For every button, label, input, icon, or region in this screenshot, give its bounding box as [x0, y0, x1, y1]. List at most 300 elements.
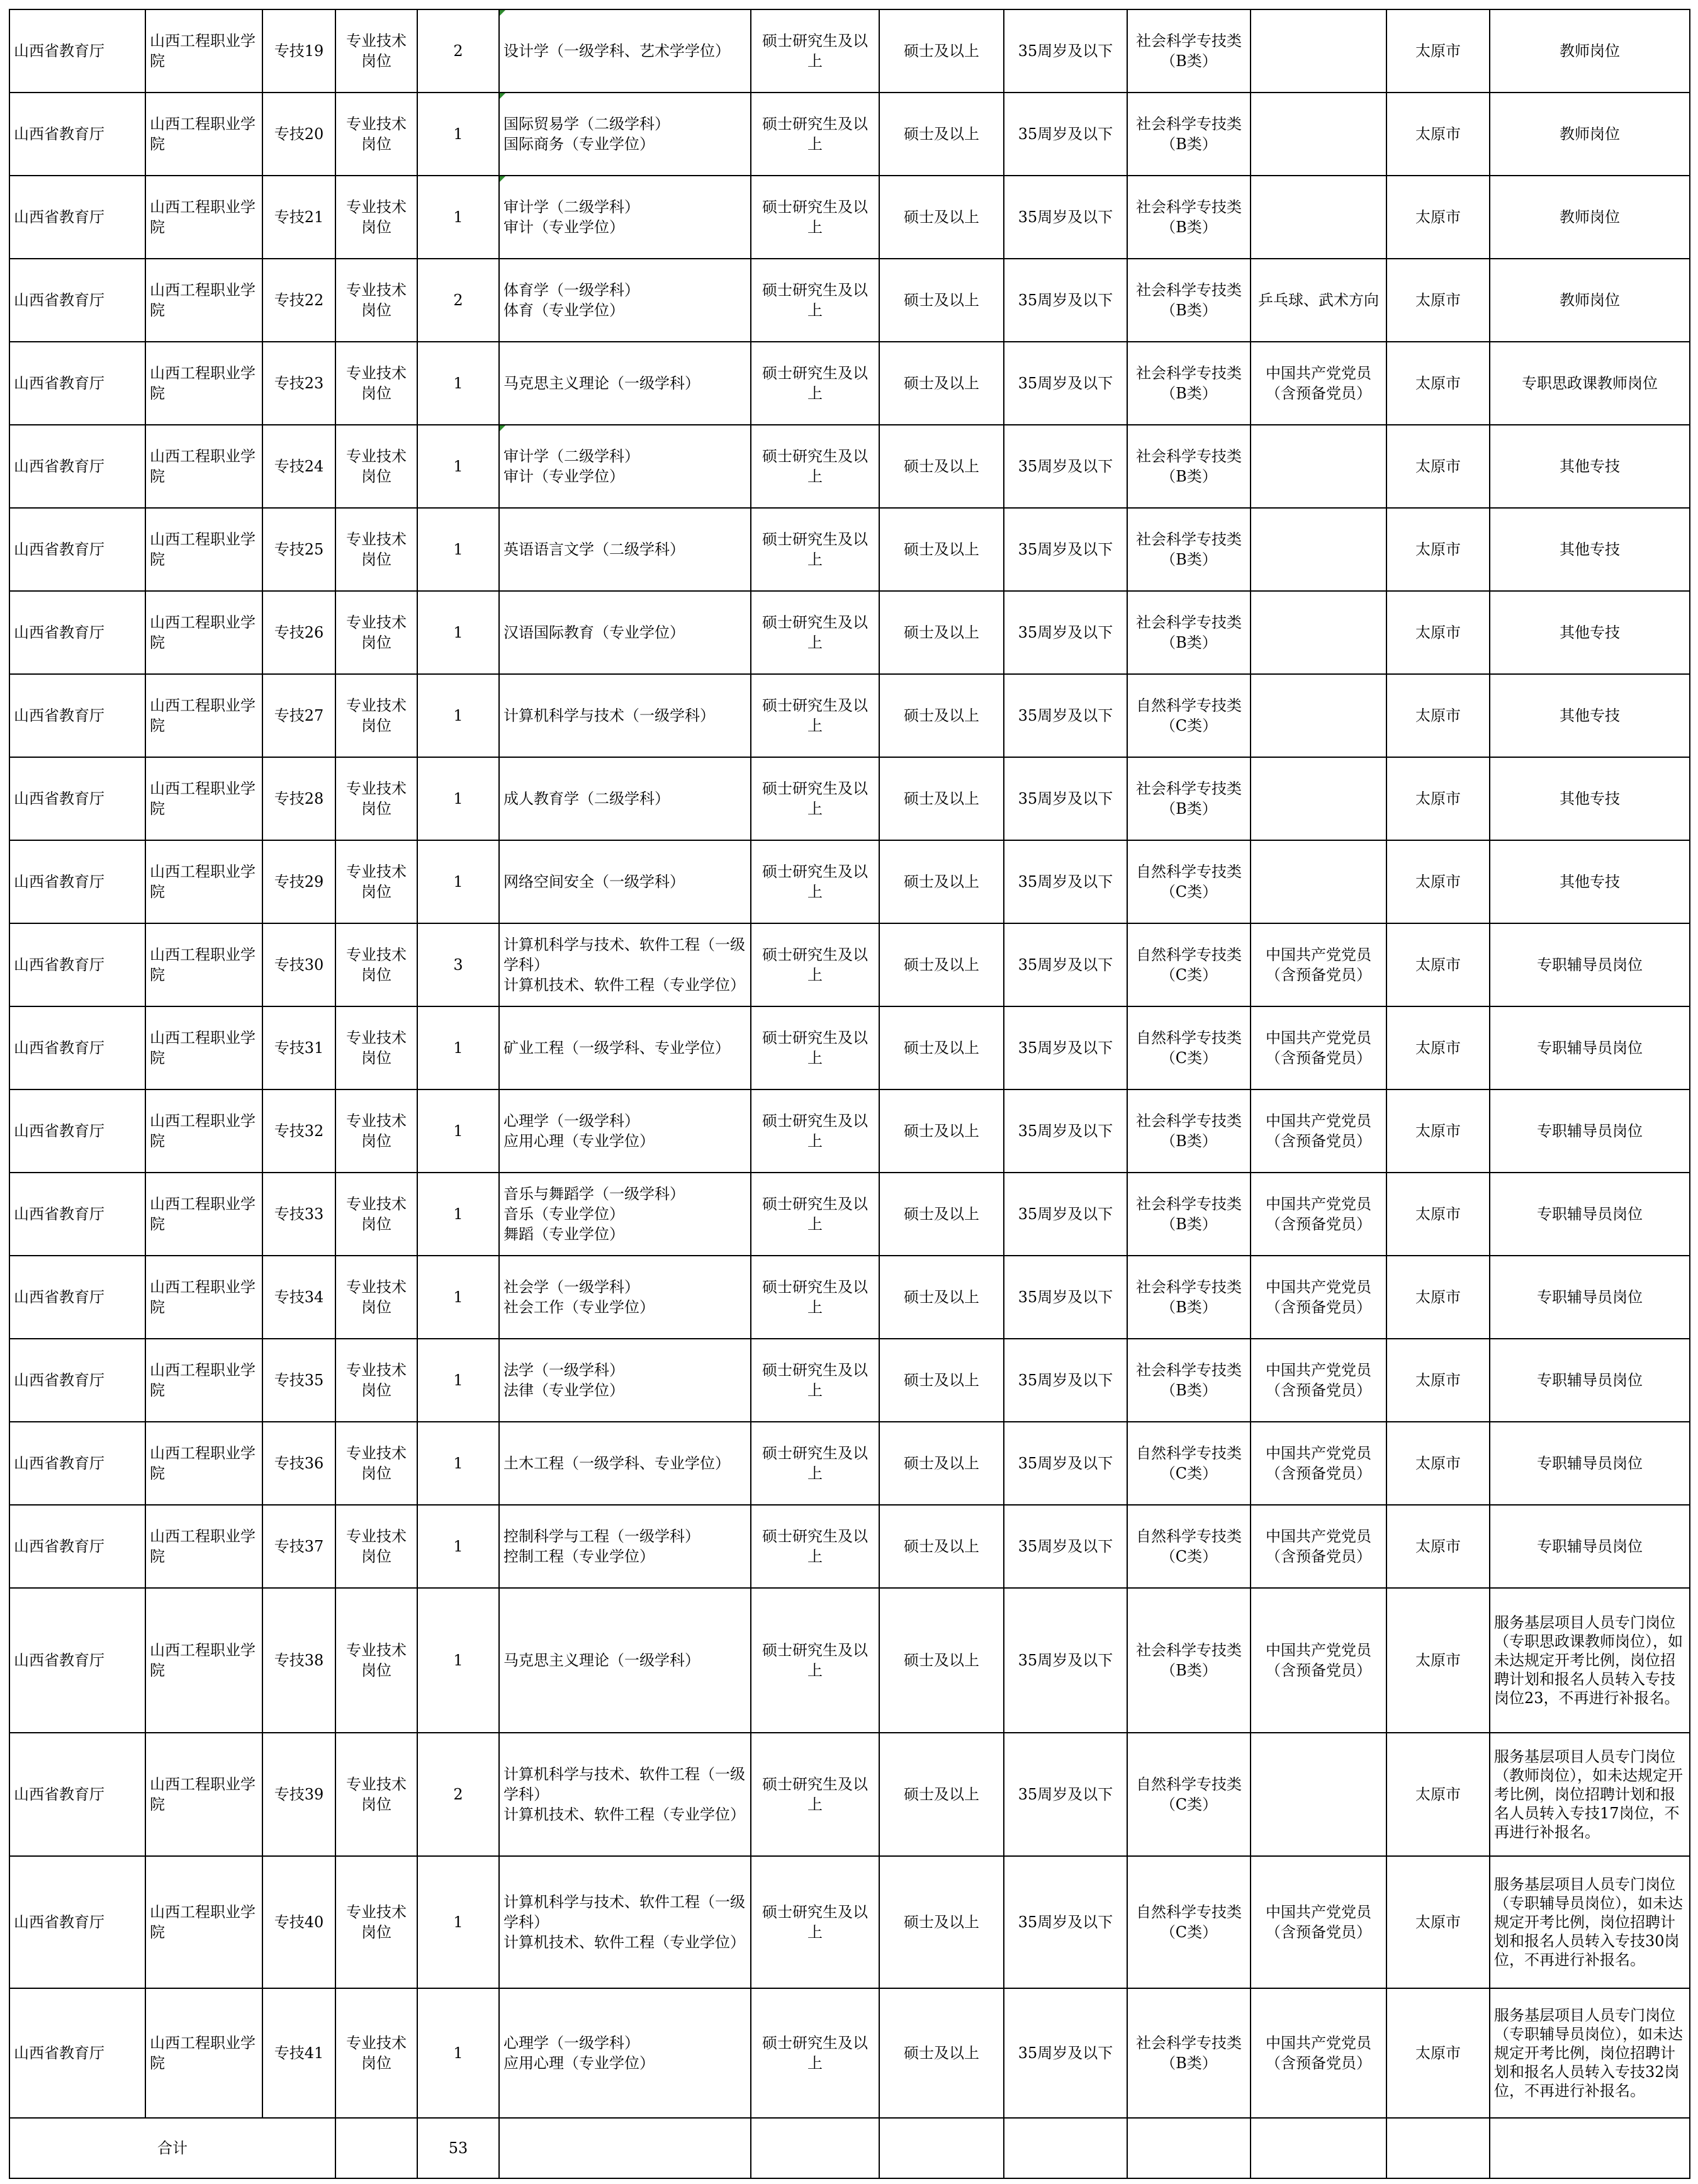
headcount-cell: 1	[417, 757, 499, 840]
unit-cell: 山西工程职业学院	[145, 591, 262, 674]
other-requirement-cell	[1251, 425, 1386, 508]
education-cell: 硕士研究生及以上	[751, 342, 879, 425]
exam-category-cell: 社会科学专技类（B类）	[1127, 93, 1251, 176]
unit-cell: 山西工程职业学院	[145, 1339, 262, 1422]
post-type-cell: 专业技术岗位	[335, 923, 417, 1006]
post-type-cell: 专业技术岗位	[335, 1422, 417, 1505]
other-requirement-cell: 中国共产党党员（含预备党员）	[1251, 1006, 1386, 1089]
education-cell: 硕士研究生及以上	[751, 674, 879, 757]
other-requirement-cell: 中国共产党党员（含预备党员）	[1251, 923, 1386, 1006]
note-cell: 教师岗位	[1490, 9, 1690, 93]
age-cell: 35周岁及以下	[1004, 342, 1127, 425]
degree-cell: 硕士及以上	[879, 1006, 1004, 1089]
headcount-cell: 3	[417, 923, 499, 1006]
post-type-cell: 专业技术岗位	[335, 840, 417, 923]
education-cell: 硕士研究生及以上	[751, 1856, 879, 1988]
headcount-cell: 1	[417, 93, 499, 176]
work-place-cell: 太原市	[1386, 1006, 1490, 1089]
headcount-cell: 2	[417, 9, 499, 93]
table-row	[9, 259, 1690, 342]
unit-cell: 山西工程职业学院	[145, 1988, 262, 2118]
education-cell: 硕士研究生及以上	[751, 1339, 879, 1422]
other-requirement-cell	[1251, 93, 1386, 176]
education-cell: 硕士研究生及以上	[751, 923, 879, 1006]
major-cell: 马克思主义理论（一级学科）	[499, 342, 751, 425]
unit-cell: 山西工程职业学院	[145, 674, 262, 757]
post-type-cell: 专业技术岗位	[335, 1505, 417, 1588]
degree-cell: 硕士及以上	[879, 1089, 1004, 1173]
note-cell: 专职辅导员岗位	[1490, 1089, 1690, 1173]
post-type-cell: 专业技术岗位	[335, 757, 417, 840]
table-row	[9, 1856, 1690, 1988]
work-place-cell: 太原市	[1386, 93, 1490, 176]
unit-cell: 山西工程职业学院	[145, 1256, 262, 1339]
headcount-cell: 1	[417, 1422, 499, 1505]
dept-cell: 山西省教育厅	[9, 1089, 145, 1173]
major-cell: 心理学（一级学科） 应用心理（专业学位）	[499, 1089, 751, 1173]
exam-category-cell: 社会科学专技类（B类）	[1127, 176, 1251, 259]
note-cell: 专职辅导员岗位	[1490, 1505, 1690, 1588]
unit-cell: 山西工程职业学院	[145, 1505, 262, 1588]
other-requirement-cell	[1251, 591, 1386, 674]
headcount-cell: 1	[417, 1339, 499, 1422]
post-code-cell: 专技23	[262, 342, 335, 425]
major-cell: 心理学（一级学科） 应用心理（专业学位）	[499, 1988, 751, 2118]
degree-cell: 硕士及以上	[879, 9, 1004, 93]
dept-cell: 山西省教育厅	[9, 591, 145, 674]
degree-cell: 硕士及以上	[879, 342, 1004, 425]
total-empty-cell	[335, 2118, 417, 2178]
age-cell: 35周岁及以下	[1004, 1089, 1127, 1173]
education-cell: 硕士研究生及以上	[751, 176, 879, 259]
total-empty-cell	[1004, 2118, 1127, 2178]
dept-cell: 山西省教育厅	[9, 1988, 145, 2118]
note-cell: 其他专技	[1490, 674, 1690, 757]
headcount-cell: 1	[417, 1588, 499, 1733]
degree-cell: 硕士及以上	[879, 1856, 1004, 1988]
note-cell: 其他专技	[1490, 591, 1690, 674]
other-requirement-cell: 中国共产党党员（含预备党员）	[1251, 342, 1386, 425]
note-cell: 其他专技	[1490, 757, 1690, 840]
age-cell: 35周岁及以下	[1004, 1173, 1127, 1256]
work-place-cell: 太原市	[1386, 1856, 1490, 1988]
post-code-cell: 专技35	[262, 1339, 335, 1422]
major-cell: 成人教育学（二级学科）	[499, 757, 751, 840]
dept-cell: 山西省教育厅	[9, 923, 145, 1006]
dept-cell: 山西省教育厅	[9, 757, 145, 840]
education-cell: 硕士研究生及以上	[751, 1505, 879, 1588]
age-cell: 35周岁及以下	[1004, 923, 1127, 1006]
dept-cell: 山西省教育厅	[9, 1422, 145, 1505]
headcount-cell: 1	[417, 1505, 499, 1588]
dept-cell: 山西省教育厅	[9, 1339, 145, 1422]
education-cell: 硕士研究生及以上	[751, 1089, 879, 1173]
education-cell: 硕士研究生及以上	[751, 93, 879, 176]
total-empty-cell	[499, 2118, 751, 2178]
age-cell: 35周岁及以下	[1004, 1505, 1127, 1588]
post-type-cell: 专业技术岗位	[335, 1173, 417, 1256]
age-cell: 35周岁及以下	[1004, 1006, 1127, 1089]
education-cell: 硕士研究生及以上	[751, 1422, 879, 1505]
table-row	[9, 1988, 1690, 2118]
other-requirement-cell	[1251, 508, 1386, 591]
exam-category-cell: 自然科学专技类（C类）	[1127, 1856, 1251, 1988]
other-requirement-cell: 中国共产党党员（含预备党员）	[1251, 1339, 1386, 1422]
unit-cell: 山西工程职业学院	[145, 93, 262, 176]
unit-cell: 山西工程职业学院	[145, 342, 262, 425]
degree-cell: 硕士及以上	[879, 1173, 1004, 1256]
headcount-cell: 1	[417, 176, 499, 259]
note-cell: 其他专技	[1490, 508, 1690, 591]
note-cell: 专职辅导员岗位	[1490, 1173, 1690, 1256]
work-place-cell: 太原市	[1386, 176, 1490, 259]
exam-category-cell: 社会科学专技类（B类）	[1127, 591, 1251, 674]
work-place-cell: 太原市	[1386, 1173, 1490, 1256]
post-code-cell: 专技38	[262, 1588, 335, 1733]
other-requirement-cell: 中国共产党党员（含预备党员）	[1251, 1173, 1386, 1256]
post-type-cell: 专业技术岗位	[335, 591, 417, 674]
unit-cell: 山西工程职业学院	[145, 1733, 262, 1856]
age-cell: 35周岁及以下	[1004, 1988, 1127, 2118]
major-cell: 体育学（一级学科） 体育（专业学位）	[499, 259, 751, 342]
dept-cell: 山西省教育厅	[9, 1856, 145, 1988]
exam-category-cell: 社会科学专技类（B类）	[1127, 425, 1251, 508]
exam-category-cell: 社会科学专技类（B类）	[1127, 1588, 1251, 1733]
post-type-cell: 专业技术岗位	[335, 1733, 417, 1856]
work-place-cell: 太原市	[1386, 674, 1490, 757]
note-cell: 服务基层项目人员专门岗位（专职思政课教师岗位），如未达规定开考比例，岗位招聘计划和报名人员转入专技岗位23，不再进行补报名。	[1490, 1588, 1690, 1733]
age-cell: 35周岁及以下	[1004, 259, 1127, 342]
post-code-cell: 专技40	[262, 1856, 335, 1988]
post-code-cell: 专技28	[262, 757, 335, 840]
table-row	[9, 1733, 1690, 1856]
table-row	[9, 342, 1690, 425]
dept-cell: 山西省教育厅	[9, 1173, 145, 1256]
headcount-cell: 1	[417, 674, 499, 757]
post-type-cell: 专业技术岗位	[335, 9, 417, 93]
work-place-cell: 太原市	[1386, 425, 1490, 508]
unit-cell: 山西工程职业学院	[145, 923, 262, 1006]
post-type-cell: 专业技术岗位	[335, 1588, 417, 1733]
exam-category-cell: 社会科学专技类（B类）	[1127, 342, 1251, 425]
unit-cell: 山西工程职业学院	[145, 1856, 262, 1988]
other-requirement-cell: 中国共产党党员（含预备党员）	[1251, 1505, 1386, 1588]
note-cell: 其他专技	[1490, 425, 1690, 508]
exam-category-cell: 社会科学专技类（B类）	[1127, 1256, 1251, 1339]
other-requirement-cell: 中国共产党党员（含预备党员）	[1251, 1256, 1386, 1339]
post-code-cell: 专技25	[262, 508, 335, 591]
degree-cell: 硕士及以上	[879, 259, 1004, 342]
education-cell: 硕士研究生及以上	[751, 1256, 879, 1339]
degree-cell: 硕士及以上	[879, 93, 1004, 176]
unit-cell: 山西工程职业学院	[145, 1089, 262, 1173]
age-cell: 35周岁及以下	[1004, 9, 1127, 93]
exam-category-cell: 社会科学专技类（B类）	[1127, 1173, 1251, 1256]
note-cell: 专职辅导员岗位	[1490, 1339, 1690, 1422]
table-row	[9, 591, 1690, 674]
table-row	[9, 1173, 1690, 1256]
education-cell: 硕士研究生及以上	[751, 9, 879, 93]
dept-cell: 山西省教育厅	[9, 1006, 145, 1089]
post-type-cell: 专业技术岗位	[335, 508, 417, 591]
table-row	[9, 93, 1690, 176]
education-cell: 硕士研究生及以上	[751, 1733, 879, 1856]
exam-category-cell: 社会科学专技类（B类）	[1127, 508, 1251, 591]
table-row	[9, 1089, 1690, 1173]
education-cell: 硕士研究生及以上	[751, 757, 879, 840]
work-place-cell: 太原市	[1386, 591, 1490, 674]
work-place-cell: 太原市	[1386, 1339, 1490, 1422]
other-requirement-cell	[1251, 757, 1386, 840]
unit-cell: 山西工程职业学院	[145, 508, 262, 591]
note-cell: 教师岗位	[1490, 93, 1690, 176]
major-cell: 控制科学与工程（一级学科） 控制工程（专业学位）	[499, 1505, 751, 1588]
unit-cell: 山西工程职业学院	[145, 1422, 262, 1505]
dept-cell: 山西省教育厅	[9, 1505, 145, 1588]
major-cell: 计算机科学与技术、软件工程（一级学科） 计算机技术、软件工程（专业学位）	[499, 1733, 751, 1856]
work-place-cell: 太原市	[1386, 1256, 1490, 1339]
age-cell: 35周岁及以下	[1004, 1856, 1127, 1988]
work-place-cell: 太原市	[1386, 923, 1490, 1006]
total-empty-cell	[1386, 2118, 1490, 2178]
post-code-cell: 专技31	[262, 1006, 335, 1089]
age-cell: 35周岁及以下	[1004, 508, 1127, 591]
degree-cell: 硕士及以上	[879, 1733, 1004, 1856]
note-cell: 专职辅导员岗位	[1490, 1422, 1690, 1505]
note-cell: 教师岗位	[1490, 176, 1690, 259]
major-cell: 音乐与舞蹈学（一级学科） 音乐（专业学位） 舞蹈（专业学位）	[499, 1173, 751, 1256]
headcount-cell: 1	[417, 508, 499, 591]
table-row	[9, 1006, 1690, 1089]
degree-cell: 硕士及以上	[879, 508, 1004, 591]
degree-cell: 硕士及以上	[879, 757, 1004, 840]
age-cell: 35周岁及以下	[1004, 1339, 1127, 1422]
education-cell: 硕士研究生及以上	[751, 508, 879, 591]
major-cell: 马克思主义理论（一级学科）	[499, 1588, 751, 1733]
major-cell: 审计学（二级学科） 审计（专业学位）	[499, 176, 751, 259]
total-label: 合计	[9, 2118, 335, 2178]
post-code-cell: 专技24	[262, 425, 335, 508]
post-code-cell: 专技29	[262, 840, 335, 923]
work-place-cell: 太原市	[1386, 9, 1490, 93]
major-cell: 土木工程（一级学科、专业学位）	[499, 1422, 751, 1505]
post-type-cell: 专业技术岗位	[335, 425, 417, 508]
headcount-cell: 1	[417, 1988, 499, 2118]
other-requirement-cell: 中国共产党党员（含预备党员）	[1251, 1988, 1386, 2118]
exam-category-cell: 社会科学专技类（B类）	[1127, 259, 1251, 342]
note-cell: 专职思政课教师岗位	[1490, 342, 1690, 425]
major-cell: 社会学（一级学科） 社会工作（专业学位）	[499, 1256, 751, 1339]
exam-category-cell: 社会科学专技类（B类）	[1127, 757, 1251, 840]
major-cell: 网络空间安全（一级学科）	[499, 840, 751, 923]
note-cell: 专职辅导员岗位	[1490, 923, 1690, 1006]
table-row	[9, 1339, 1690, 1422]
exam-category-cell: 自然科学专技类（C类）	[1127, 840, 1251, 923]
unit-cell: 山西工程职业学院	[145, 1173, 262, 1256]
degree-cell: 硕士及以上	[879, 1256, 1004, 1339]
table-row	[9, 1256, 1690, 1339]
major-cell: 法学（一级学科） 法律（专业学位）	[499, 1339, 751, 1422]
total-empty-cell	[1127, 2118, 1251, 2178]
note-cell: 其他专技	[1490, 840, 1690, 923]
post-type-cell: 专业技术岗位	[335, 259, 417, 342]
major-cell: 设计学（一级学科、艺术学学位）	[499, 9, 751, 93]
post-type-cell: 专业技术岗位	[335, 1339, 417, 1422]
exam-category-cell: 自然科学专技类（C类）	[1127, 1006, 1251, 1089]
education-cell: 硕士研究生及以上	[751, 425, 879, 508]
post-type-cell: 专业技术岗位	[335, 93, 417, 176]
unit-cell: 山西工程职业学院	[145, 259, 262, 342]
other-requirement-cell	[1251, 176, 1386, 259]
other-requirement-cell: 乒乓球、武术方向	[1251, 259, 1386, 342]
exam-category-cell: 社会科学专技类（B类）	[1127, 1339, 1251, 1422]
age-cell: 35周岁及以下	[1004, 425, 1127, 508]
degree-cell: 硕士及以上	[879, 840, 1004, 923]
total-num: 53	[417, 2118, 499, 2178]
unit-cell: 山西工程职业学院	[145, 9, 262, 93]
total-empty-cell	[879, 2118, 1004, 2178]
age-cell: 35周岁及以下	[1004, 1733, 1127, 1856]
other-requirement-cell: 中国共产党党员（含预备党员）	[1251, 1422, 1386, 1505]
post-type-cell: 专业技术岗位	[335, 674, 417, 757]
work-place-cell: 太原市	[1386, 1988, 1490, 2118]
headcount-cell: 1	[417, 591, 499, 674]
dept-cell: 山西省教育厅	[9, 176, 145, 259]
post-code-cell: 专技27	[262, 674, 335, 757]
major-cell: 国际贸易学（二级学科） 国际商务（专业学位）	[499, 93, 751, 176]
total-empty-cell	[1251, 2118, 1386, 2178]
unit-cell: 山西工程职业学院	[145, 425, 262, 508]
other-requirement-cell: 中国共产党党员（含预备党员）	[1251, 1588, 1386, 1733]
work-place-cell: 太原市	[1386, 508, 1490, 591]
post-code-cell: 专技39	[262, 1733, 335, 1856]
exam-category-cell: 自然科学专技类（C类）	[1127, 674, 1251, 757]
degree-cell: 硕士及以上	[879, 1505, 1004, 1588]
exam-category-cell: 社会科学专技类（B类）	[1127, 1988, 1251, 2118]
degree-cell: 硕士及以上	[879, 591, 1004, 674]
degree-cell: 硕士及以上	[879, 923, 1004, 1006]
dept-cell: 山西省教育厅	[9, 259, 145, 342]
work-place-cell: 太原市	[1386, 1505, 1490, 1588]
table-row	[9, 1588, 1690, 1733]
major-cell: 计算机科学与技术、软件工程（一级学科） 计算机技术、软件工程（专业学位）	[499, 1856, 751, 1988]
note-cell: 教师岗位	[1490, 259, 1690, 342]
degree-cell: 硕士及以上	[879, 1339, 1004, 1422]
age-cell: 35周岁及以下	[1004, 93, 1127, 176]
post-code-cell: 专技37	[262, 1505, 335, 1588]
dept-cell: 山西省教育厅	[9, 674, 145, 757]
work-place-cell: 太原市	[1386, 1733, 1490, 1856]
table-row	[9, 176, 1690, 259]
degree-cell: 硕士及以上	[879, 1422, 1004, 1505]
unit-cell: 山西工程职业学院	[145, 1588, 262, 1733]
dept-cell: 山西省教育厅	[9, 93, 145, 176]
work-place-cell: 太原市	[1386, 757, 1490, 840]
dept-cell: 山西省教育厅	[9, 425, 145, 508]
dept-cell: 山西省教育厅	[9, 508, 145, 591]
other-requirement-cell	[1251, 1733, 1386, 1856]
table-row	[9, 508, 1690, 591]
table-row	[9, 9, 1690, 93]
unit-cell: 山西工程职业学院	[145, 1006, 262, 1089]
other-requirement-cell	[1251, 9, 1386, 93]
major-cell: 计算机科学与技术、软件工程（一级学科） 计算机技术、软件工程（专业学位）	[499, 923, 751, 1006]
dept-cell: 山西省教育厅	[9, 9, 145, 93]
age-cell: 35周岁及以下	[1004, 840, 1127, 923]
post-code-cell: 专技22	[262, 259, 335, 342]
table-row	[9, 840, 1690, 923]
post-type-cell: 专业技术岗位	[335, 1256, 417, 1339]
recruitment-table	[9, 9, 1690, 2179]
headcount-cell: 1	[417, 840, 499, 923]
note-cell: 服务基层项目人员专门岗位（专职辅导员岗位），如未达规定开考比例，岗位招聘计划和报名人员转入专技32岗位，不再进行补报名。	[1490, 1988, 1690, 2118]
education-cell: 硕士研究生及以上	[751, 259, 879, 342]
post-type-cell: 专业技术岗位	[335, 1006, 417, 1089]
unit-cell: 山西工程职业学院	[145, 176, 262, 259]
post-code-cell: 专技36	[262, 1422, 335, 1505]
education-cell: 硕士研究生及以上	[751, 591, 879, 674]
degree-cell: 硕士及以上	[879, 425, 1004, 508]
education-cell: 硕士研究生及以上	[751, 1588, 879, 1733]
dept-cell: 山西省教育厅	[9, 840, 145, 923]
other-requirement-cell	[1251, 674, 1386, 757]
post-code-cell: 专技26	[262, 591, 335, 674]
exam-category-cell: 自然科学专技类（C类）	[1127, 1505, 1251, 1588]
headcount-cell: 1	[417, 1089, 499, 1173]
work-place-cell: 太原市	[1386, 1588, 1490, 1733]
total-empty-cell	[1490, 2118, 1690, 2178]
major-cell: 矿业工程（一级学科、专业学位）	[499, 1006, 751, 1089]
age-cell: 35周岁及以下	[1004, 591, 1127, 674]
note-cell: 专职辅导员岗位	[1490, 1256, 1690, 1339]
table-row	[9, 757, 1690, 840]
unit-cell: 山西工程职业学院	[145, 757, 262, 840]
education-cell: 硕士研究生及以上	[751, 1006, 879, 1089]
age-cell: 35周岁及以下	[1004, 1256, 1127, 1339]
education-cell: 硕士研究生及以上	[751, 840, 879, 923]
unit-cell: 山西工程职业学院	[145, 840, 262, 923]
total-empty-cell	[751, 2118, 879, 2178]
other-requirement-cell: 中国共产党党员（含预备党员）	[1251, 1856, 1386, 1988]
post-type-cell: 专业技术岗位	[335, 1089, 417, 1173]
work-place-cell: 太原市	[1386, 259, 1490, 342]
note-cell: 专职辅导员岗位	[1490, 1006, 1690, 1089]
degree-cell: 硕士及以上	[879, 1588, 1004, 1733]
post-type-cell: 专业技术岗位	[335, 1988, 417, 2118]
work-place-cell: 太原市	[1386, 342, 1490, 425]
major-cell: 计算机科学与技术（一级学科）	[499, 674, 751, 757]
age-cell: 35周岁及以下	[1004, 1422, 1127, 1505]
age-cell: 35周岁及以下	[1004, 757, 1127, 840]
headcount-cell: 1	[417, 1173, 499, 1256]
major-cell: 审计学（二级学科） 审计（专业学位）	[499, 425, 751, 508]
table-row	[9, 923, 1690, 1006]
exam-category-cell: 自然科学专技类（C类）	[1127, 1422, 1251, 1505]
dept-cell: 山西省教育厅	[9, 1733, 145, 1856]
work-place-cell: 太原市	[1386, 1422, 1490, 1505]
headcount-cell: 1	[417, 425, 499, 508]
table-row	[9, 674, 1690, 757]
age-cell: 35周岁及以下	[1004, 1588, 1127, 1733]
exam-category-cell: 社会科学专技类（B类）	[1127, 1089, 1251, 1173]
headcount-cell: 1	[417, 1856, 499, 1988]
post-type-cell: 专业技术岗位	[335, 176, 417, 259]
work-place-cell: 太原市	[1386, 1089, 1490, 1173]
post-type-cell: 专业技术岗位	[335, 1856, 417, 1988]
total-row	[9, 2118, 1690, 2178]
exam-category-cell: 自然科学专技类（C类）	[1127, 1733, 1251, 1856]
age-cell: 35周岁及以下	[1004, 674, 1127, 757]
